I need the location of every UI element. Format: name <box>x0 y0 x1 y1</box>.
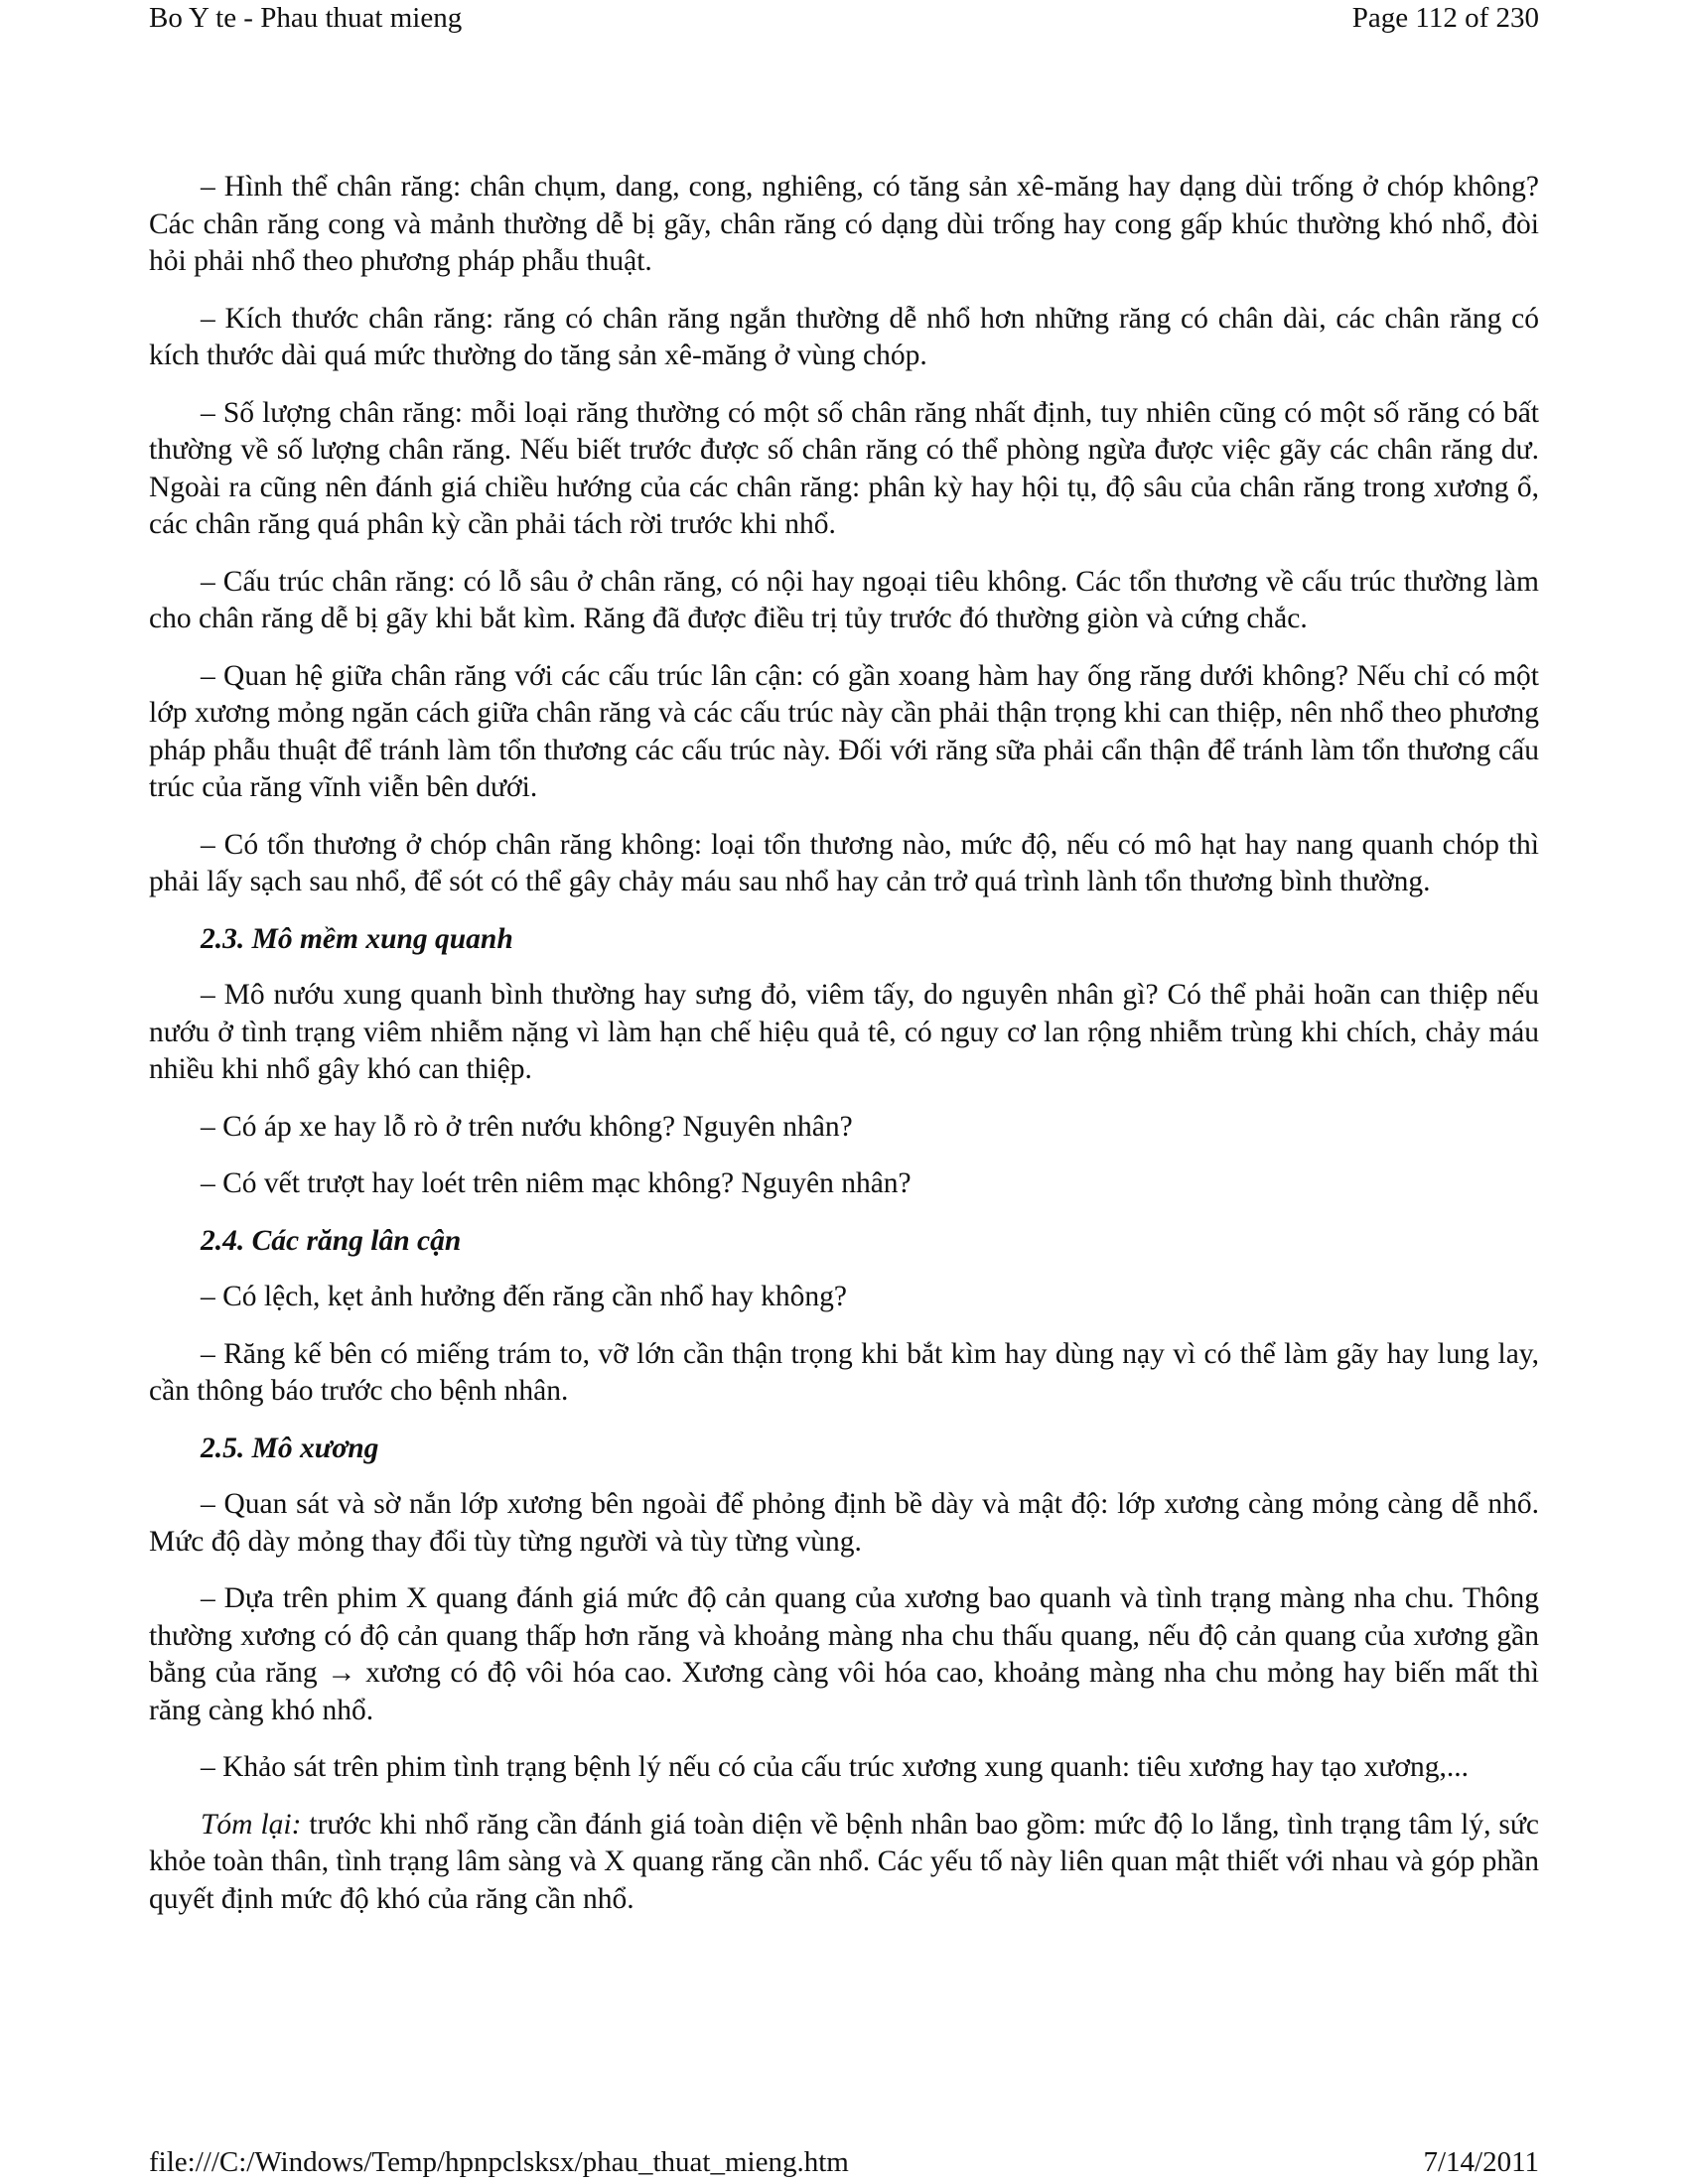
print-date: 7/14/2011 <box>1423 2146 1539 2178</box>
paragraph-gingiva: – Mô nướu xung quanh bình thường hay sưng đỏ, viêm tấy, do nguyên nhân gì? Có thể phải hoãn can thiệp nếu nướu ở tình trạng viêm nhiễm nặng vì làm hạn chế hiệu quả tê, có nguy cơ lan rộng nhiễm trùng khi chích, chảy máu nhiều khi nhổ gây khó can thiệp. <box>149 979 1539 1085</box>
paragraph-root-shape: – Hình thể chân răng: chân chụm, dang, cong, nghiêng, có tăng sản xê-măng hay dạng dùi trống ở chóp không? Các chân răng cong và mảnh thường dễ bị gãy, chân răng có dạng dùi trống hay cong gấp khúc thường khó nhổ, đòi hỏi phải nhổ theo phương pháp phẫu thuật. <box>149 171 1539 277</box>
paragraph-abscess: – Có áp xe hay lỗ rò ở trên nướu không? Nguyên nhân? <box>201 1110 853 1143</box>
paragraph-summary <box>149 1807 1539 1919</box>
summary-text: trước khi nhổ răng cần đánh giá toàn diện về bệnh nhân bao gồm: mức độ lo lắng, tình trạng tâm lý, sức khỏe toàn thân, tình trạng lâm sàng và X quang răng cần nhổ. Các yếu tố này liên quan mật thiết với nhau và góp phần quyết định mức độ khó của răng cần nhổ. <box>149 1808 1539 1915</box>
paragraph-root-count: – Số lượng chân răng: mỗi loại răng thường có một số chân răng nhất định, tuy nhiên cũng có một số răng có bất thường về số lượng chân răng. Nếu biết trước được số chân răng có thể phòng ngừa được việc gãy các chân răng dư. Ngoài ra cũng nên đánh giá chiều hướng của các chân răng: phân kỳ hay hội tụ, độ sâu của chân răng trong xương ổ, các chân răng quá phân kỳ cần phải tách rời trước khi nhổ. <box>149 396 1539 540</box>
document-title: Bo Y te - Phau thuat mieng <box>149 2 463 34</box>
paragraph-root-size: – Kích thước chân răng: răng có chân răng ngắn thường dễ nhổ hơn những răng có chân dài, các chân răng có kích thước dài quá mức thường do tăng sản xê-măng ở vùng chóp. <box>149 302 1539 371</box>
paragraph-root-structure: – Cấu trúc chân răng: có lỗ sâu ở chân răng, có nội hay ngoại tiêu không. Các tổn thương về cấu trúc thường làm cho chân răng dễ bị gãy khi bắt kìm. Răng đã được điều trị tủy trước đó thường giòn và cứng chắc. <box>149 565 1539 634</box>
paragraph-adjacent-structures: – Quan hệ giữa chân răng với các cấu trúc lân cận: có gần xoang hàm hay ống răng dưới không? Nếu chỉ có một lớp xương mỏng ngăn cách giữa chân răng và các cấu trúc này cần phải thận trọng khi can thiệp, nên nhổ theo phương pháp phẫu thuật để tránh làm tổn thương các cấu trúc này. Đối với răng sữa phải cẩn thận để tránh làm tổn thương cấu trúc của răng vĩnh viễn bên dưới. <box>149 659 1539 803</box>
paragraph-malposition: – Có lệch, kẹt ảnh hưởng đến răng cần nhổ hay không? <box>201 1281 847 1312</box>
section-heading-soft-tissue: 2.3. Mô mềm xung quanh <box>201 922 513 955</box>
paragraph-apical-lesion: – Có tổn thương ở chóp chân răng không: loại tổn thương nào, mức độ, nếu có mô hạt hay nang quanh chóp thì phải lấy sạch sau nhổ, để sót có thể gây chảy máu sau nhổ hay cản trở quá trình lành tổn thương bình thường. <box>149 828 1539 897</box>
paragraph-neighbor-filling: – Răng kế bên có miếng trám to, vỡ lớn cần thận trọng khi bắt kìm hay dùng nạy vì có thể làm gãy hay lung lay, cần thông báo trước cho bệnh nhân. <box>149 1337 1539 1407</box>
summary-label: Tóm lại: <box>201 1808 302 1841</box>
print-footer <box>149 2144 1539 2184</box>
page-number: Page 112 of 230 <box>1351 2 1539 34</box>
paragraph-ulcer: – Có vết trượt hay loét trên niêm mạc không? Nguyên nhân? <box>201 1167 912 1199</box>
paragraph-bone-pathology: – Khảo sát trên phim tình trạng bệnh lý nếu có của cấu trúc xương xung quanh: tiêu xương hay tạo xương,... <box>201 1751 1469 1783</box>
section-heading-adjacent-teeth: 2.4. Các răng lân cận <box>201 1224 462 1257</box>
print-header <box>149 0 1539 40</box>
document-body <box>149 169 1539 1938</box>
section-heading-bone: 2.5. Mô xương <box>201 1432 379 1464</box>
paragraph-bone-palpation: – Quan sát và sờ nắn lớp xương bên ngoài để phỏng định bề dày và mật độ: lớp xương càng mỏng càng dễ nhổ. Mức độ dày mỏng thay đổi tùy từng người và tùy từng vùng. <box>149 1488 1539 1558</box>
file-path: file:///C:/Windows/Temp/hpnpclsksx/phau_thuat_mieng.htm <box>149 2146 849 2178</box>
paragraph-bone-xray: – Dựa trên phim X quang đánh giá mức độ cản quang của xương bao quanh và tình trạng màng nha chu. Thông thường xương có độ cản quang thấp hơn răng và khoảng màng nha chu thấu quang, nếu độ cản quang của xương gần bằng của răng → xương có độ vôi hóa cao. Xương càng vôi hóa cao, khoảng màng nha chu mỏng hay biến mất thì răng càng khó nhổ. <box>149 1582 1539 1726</box>
